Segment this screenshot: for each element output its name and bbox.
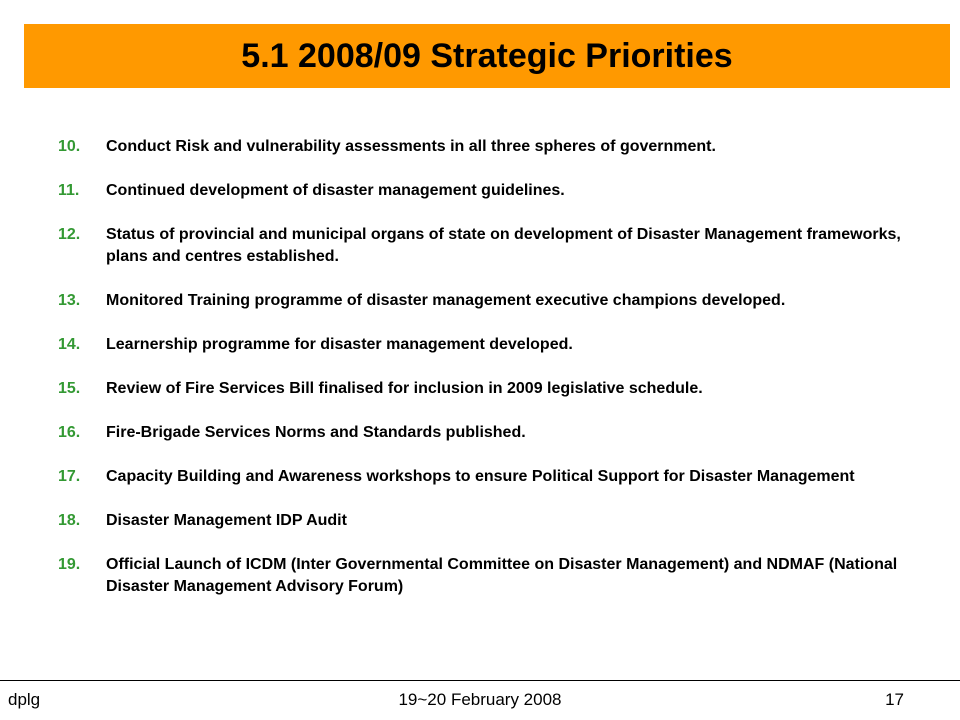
priority-list (58, 136, 918, 620)
list-item (58, 136, 918, 158)
item-number: 16. (58, 424, 81, 441)
item-number: 18. (58, 512, 81, 529)
item-text: Fire-Brigade Services Norms and Standards published. (106, 424, 526, 441)
item-text: Learnership programme for disaster management developed. (106, 336, 573, 353)
list-item (58, 180, 918, 202)
item-text: Capacity Building and Awareness workshops to ensure Political Support for Disaster Management (106, 468, 855, 485)
item-number: 10. (58, 138, 81, 155)
item-text: Disaster Management IDP Audit (106, 512, 347, 529)
item-text: Continued development of disaster management guidelines. (106, 182, 565, 199)
item-text: Review of Fire Services Bill finalised for inclusion in 2009 legislative schedule. (106, 380, 703, 397)
title-bar (24, 24, 950, 88)
footer-date: 19~20 February 2008 (398, 690, 562, 709)
list-item (58, 290, 918, 312)
item-number: 17. (58, 468, 81, 485)
item-number: 11. (58, 182, 80, 199)
item-number: 19. (58, 556, 81, 573)
footer (0, 690, 960, 714)
page-number: 17 (885, 690, 904, 709)
item-text: Monitored Training programme of disaster management executive champions developed. (106, 292, 786, 309)
footer-organization: dplg (8, 690, 41, 709)
slide-title: 5.1 2008/09 Strategic Priorities (241, 36, 733, 75)
item-number: 14. (58, 336, 81, 353)
list-item (58, 510, 918, 532)
list-item (58, 554, 918, 598)
item-text: Official Launch of ICDM (Inter Governmental Committee on Disaster Management) and NDMAF (National Disaster Management Advisory Forum) (106, 556, 898, 595)
item-text: Conduct Risk and vulnerability assessments in all three spheres of government. (106, 138, 716, 155)
item-number: 13. (58, 292, 81, 309)
item-text: Status of provincial and municipal organs of state on development of Disaster Management frameworks, plans and centres established. (106, 226, 901, 265)
list-item (58, 334, 918, 356)
list-item (58, 422, 918, 444)
list-item (58, 224, 918, 268)
item-number: 15. (58, 380, 81, 397)
list-item (58, 466, 918, 488)
list-item (58, 378, 918, 400)
item-number: 12. (58, 226, 81, 243)
footer-divider (0, 680, 960, 681)
